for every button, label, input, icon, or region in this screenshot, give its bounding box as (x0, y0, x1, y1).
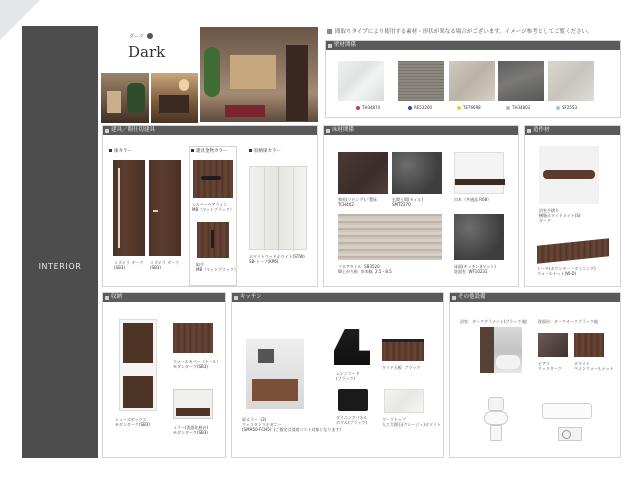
section-title: 造作材 (533, 127, 550, 133)
color-dot (356, 106, 360, 110)
sidebar-label: INTERIOR (38, 262, 82, 271)
floor-swatch-1 (338, 152, 388, 194)
counter-swatch (537, 238, 609, 264)
hardware-caption-2: 取手 MB（マットブラック） (196, 262, 238, 272)
photo-room-left (101, 73, 149, 123)
kitchen-caption-1: 扉カラー (3) ウェスタンマホガニー (SMH50-FCH5) (ご指定は別途コスト対象となります) (242, 417, 341, 432)
section-door (102, 125, 318, 287)
hardware-caption-1: シルバーヘアライン MB（マットブラック） (192, 202, 234, 212)
toilet-icon (484, 397, 508, 443)
tall-cabinet-swatch (119, 319, 157, 411)
section-header (525, 126, 620, 135)
section-title: 収納 (111, 294, 123, 300)
vanity-swatch-1 (538, 333, 568, 357)
sink-swatch (338, 389, 368, 411)
handrail-caption: 浴室手摺り 樹脂ホワイトメイト(S) ダーク (539, 208, 581, 223)
disclaimer-note (327, 27, 593, 35)
sidebar (22, 26, 98, 458)
door-caption-2: ミズナラ ダーク (SB3) (150, 260, 180, 270)
header-square-icon (105, 129, 109, 133)
swatch-code-text: TH34803 (512, 105, 531, 110)
theme-color-dot (147, 33, 153, 39)
bath-caption: 浴室：ダークグラナイト(ブラック)他 (460, 319, 527, 324)
photo-room-main (200, 27, 318, 122)
theme-title: Dark (128, 43, 166, 61)
swatch-wall-3 (449, 61, 495, 101)
swatch-code (556, 105, 577, 110)
swatch-code (457, 105, 481, 110)
section-wall (325, 40, 621, 118)
storage-heading: 収納扉カラー (249, 148, 281, 154)
floor-caption-1: 和室(リビング)／置床 TCH4X2 (338, 197, 378, 207)
door-color-heading: 扉カラー (109, 148, 132, 154)
color-dot (556, 106, 560, 110)
vanity-caption-1: ピアス ウッドダーク (538, 361, 562, 371)
shoes-caption-2: シューズボックス モダンダーク(SB3) (115, 417, 150, 427)
storage-door-swatch (249, 166, 307, 250)
section-header (103, 293, 225, 302)
hardware-swatch-2 (197, 222, 229, 258)
bath-photo (480, 327, 522, 373)
section-header (232, 293, 443, 302)
header-square-icon (105, 296, 109, 300)
section-title: 床材関係 (332, 127, 355, 133)
note-icon (327, 29, 332, 34)
door-swatch-1 (113, 160, 145, 256)
range-hood-swatch (334, 329, 370, 365)
swatch-wall-4 (498, 61, 544, 101)
kitchen-photo (246, 339, 304, 409)
section-header (103, 126, 317, 135)
color-dot (408, 106, 412, 110)
marble-swatch (384, 389, 424, 413)
section-header (326, 41, 620, 50)
swatch-code-text: TE76698 (463, 105, 481, 110)
header-square-icon (527, 129, 531, 133)
swatch-code-text: RE53260 (414, 105, 433, 110)
outdoor-unit-icon (558, 427, 582, 441)
section-title: 壁材関係 (334, 42, 357, 48)
door-caption-1: ミズナラ ダーク (SB3) (114, 260, 144, 270)
swatch-wall-2 (398, 61, 444, 101)
section-title: 建具／間仕切建具 (111, 127, 156, 133)
counter-caption: トーチ(カウンター・ダイニング) ウォールナット(W-D) (537, 266, 596, 276)
kitchen-caption-4: ダイニングパネル ボウル(ブラック) (336, 415, 368, 425)
vanity-caption: 洗面台：ダークオークブラック他 (538, 319, 598, 324)
header-square-icon (452, 296, 456, 300)
section-other (449, 292, 621, 458)
header-square-icon (328, 44, 332, 48)
color-dot (506, 106, 510, 110)
floor-caption-5: 床面(キッチン)(マット) 洗面室 WF10231 (454, 264, 496, 274)
kitchen-caption-2: レンジフード (ブラック) (336, 371, 360, 381)
swatch-code (356, 105, 380, 110)
floor-swatch-4 (338, 214, 442, 260)
hardware-swatch-1 (193, 160, 233, 198)
swatch-code-text: SF2553 (562, 105, 578, 110)
color-dot (457, 106, 461, 110)
vanity-caption-2: ホワイト ペインウォールナット (574, 361, 614, 371)
air-conditioner-icon (542, 403, 592, 419)
wall-cover-swatch (173, 323, 213, 353)
swatch-wall-5 (548, 61, 594, 101)
section-header (324, 126, 518, 135)
floor-caption-3: 巾木（共通品 R08） (454, 197, 492, 202)
floor-swatch-3 (454, 152, 504, 194)
kitchen-caption-3: ワイド天板 ブラック (382, 365, 421, 370)
mirror-swatch (173, 389, 213, 419)
kitchen-caption-5: ワークトップ 人工大理石(グレージュ)ホワイト (382, 417, 441, 427)
section-kitchen (231, 292, 444, 458)
section-title: その他設備 (458, 294, 486, 300)
swatch-code (506, 105, 530, 110)
hardware-heading: 建具金物カラー (191, 148, 228, 154)
vanity-swatch-2 (574, 333, 604, 357)
photo-room-center (151, 73, 198, 123)
storage-caption: ホワイトウッドホワイト(STW) SB-トープ(KP6) (249, 254, 305, 264)
swatch-wall-1 (338, 61, 384, 101)
section-header (450, 293, 620, 302)
section-misc (524, 125, 621, 287)
header-square-icon (326, 129, 330, 133)
floor-swatch-2 (392, 152, 442, 194)
floor-swatch-5 (454, 214, 504, 260)
worktop-swatch (382, 339, 424, 361)
swatch-code (408, 105, 432, 110)
shoes-caption-3: ミラー(洗面化粧台) モダンダーク(SB3) (173, 425, 209, 435)
door-swatch-2 (149, 160, 181, 256)
header-square-icon (234, 296, 238, 300)
section-title: キッチン (240, 294, 262, 300)
shoes-caption-1: ウォールカバー（トール） モダンダーク(SB3) (173, 359, 221, 369)
floor-caption-2: 玄関土間(タイル) SMT2270 (392, 197, 424, 207)
section-shoes (102, 292, 226, 458)
section-floor (323, 125, 519, 287)
floor-caption-4: フロアタイル SB3520 W上がり框 巾木幅 2.5・8.5 (338, 264, 392, 274)
theme-subtitle: ダーク (129, 34, 145, 40)
disclaimer-text: 間取りタイプにより使用する素材・形状が異なる場合がございます。イメージ参考としてご覧ください。 (335, 29, 593, 35)
handrail-swatch (539, 146, 599, 204)
swatch-code-text: TH34874 (362, 105, 381, 110)
